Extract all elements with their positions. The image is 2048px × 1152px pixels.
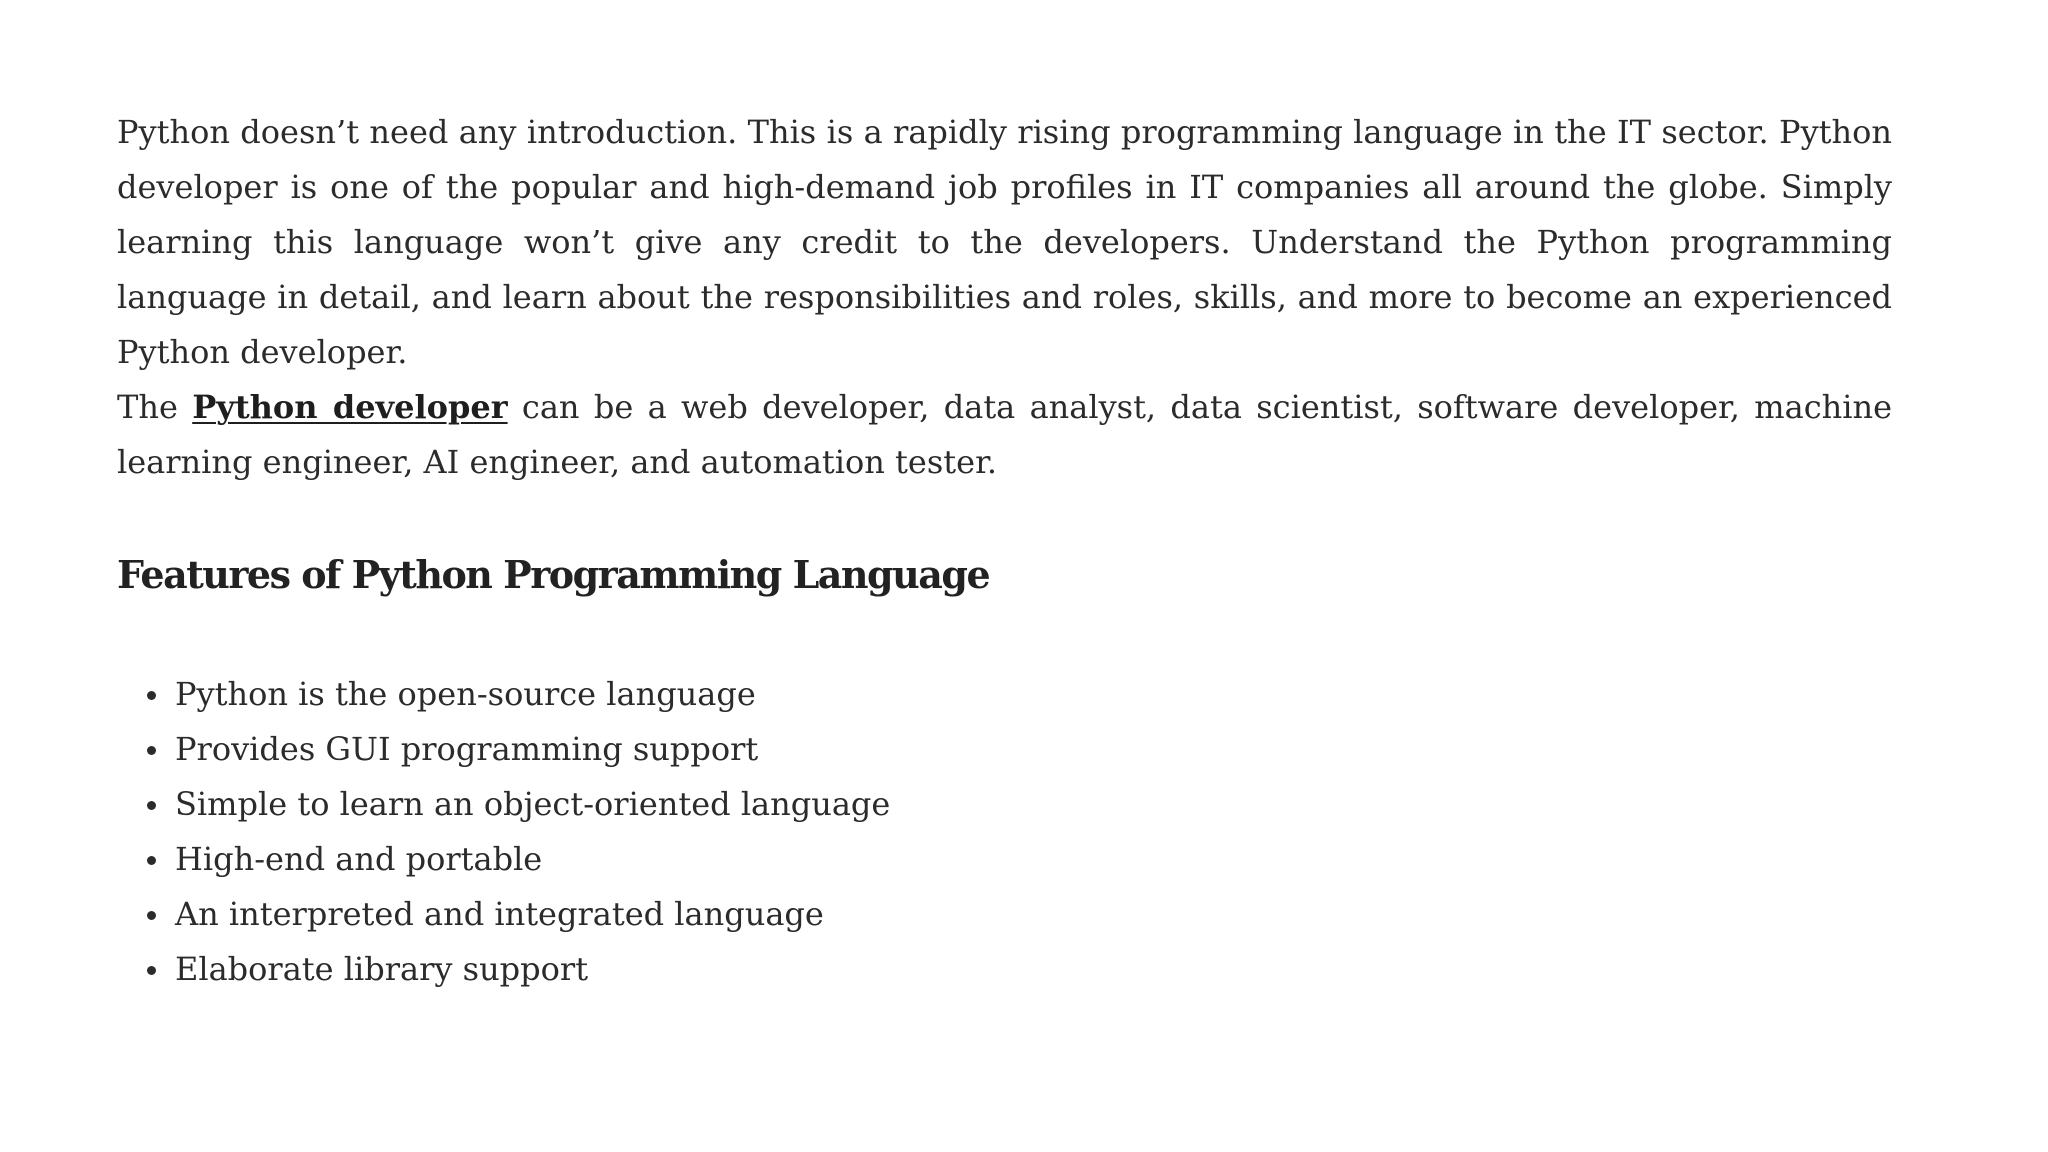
roles-paragraph [117,380,1892,490]
list-item-text: Elaborate library support [175,950,589,988]
list-item-text: High-end and portable [175,840,543,878]
roles-prefix: The [117,388,193,426]
list-item [175,942,1892,997]
list-item [175,667,1892,722]
python-developer-link[interactable]: Python developer [192,388,508,426]
list-item-text: Provides GUI programming support [175,730,759,768]
list-item-text: An interpreted and integrated language [175,895,824,933]
features-list [117,667,1892,997]
bullet-icon [147,966,156,975]
roles-suffix: can be a web developer, data analyst, data scientist, software developer, machine learning engineer, AI engineer, and automation tester. [117,388,1893,481]
list-item-text: Python is the open-source language [175,675,756,713]
intro-paragraph: Python doesn’t need any introduction. This is a rapidly rising programming language in the IT sector. Python developer is one of the popular and high-demand job profiles in IT companies all around the globe. Simply learning this language won’t give any credit to the developers. Understand the Python programming language in detail, and learn about the responsibilities and roles, skills, and more to become an experienced Python developer. [117,113,1892,371]
bullet-icon [147,801,156,810]
bullet-icon [147,911,156,920]
bullet-icon [147,746,156,755]
list-item [175,832,1892,887]
list-item [175,887,1892,942]
list-item-text: Simple to learn an object-oriented language [175,785,891,823]
list-item [175,722,1892,777]
list-item [175,777,1892,832]
features-heading: Features of Python Programming Language [117,552,990,597]
bullet-icon [147,691,156,700]
bullet-icon [147,856,156,865]
